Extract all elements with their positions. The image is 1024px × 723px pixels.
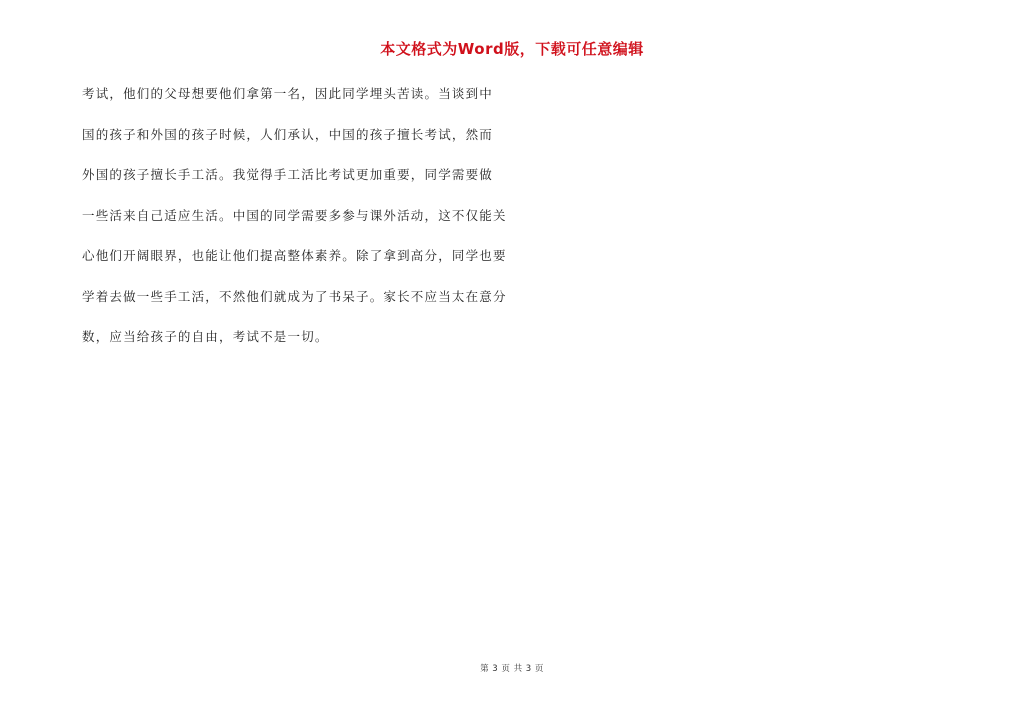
text-line: 国的孩子和外国的孩子时候，人们承认，中国的孩子擅长考试，然而 (82, 126, 494, 142)
text-line: 数，应当给孩子的自由，考试不是一切。 (82, 329, 329, 344)
text-line: 心他们开阔眼界，也能让他们提高整体素养。除了拿到高分，同学也要 (82, 248, 507, 263)
body-text (82, 84, 522, 368)
text-line: 考试，他们的父母想要他们拿第一名，因此同学埋头苦读。当谈到中 (82, 86, 494, 101)
text-line: 一些活来自己适应生活。中国的同学需要多参与课外活动，这不仅能关 (82, 207, 507, 223)
header-banner: 本文格式为Word版，下载可任意编辑 (380, 40, 644, 58)
page-number-footer: 第 3 页 共 3 页 (480, 664, 544, 674)
text-line: 学着去做一些手工活，不然他们就成为了书呆子。家长不应当太在意分 (82, 288, 507, 304)
text-line: 外国的孩子擅长手工活。我觉得手工活比考试更加重要，同学需要做 (82, 167, 494, 182)
